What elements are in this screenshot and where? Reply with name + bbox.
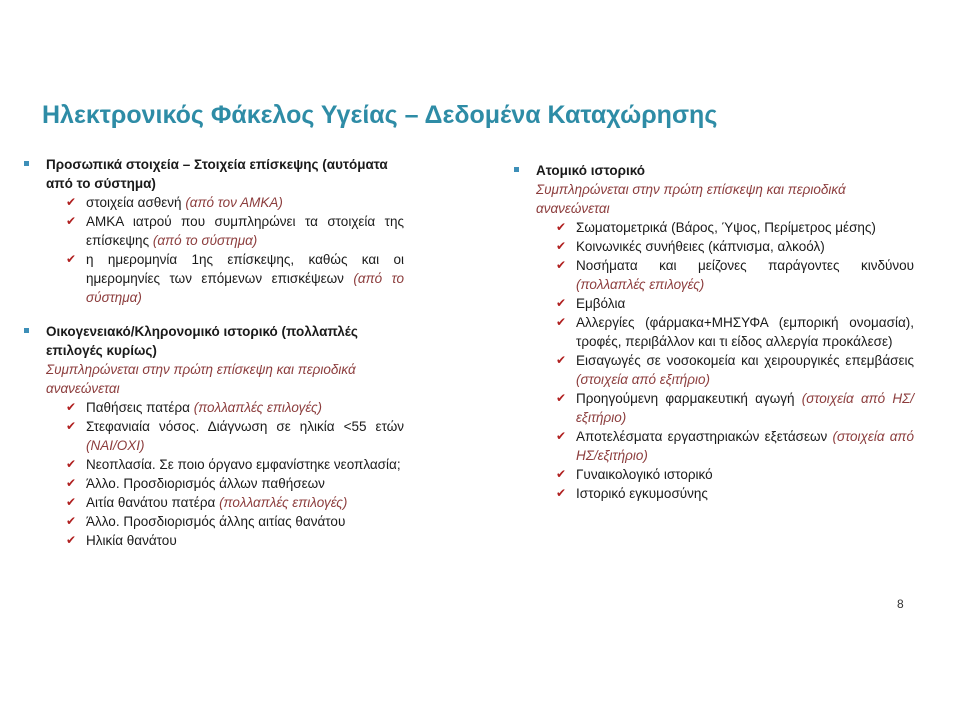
list-item-text: Νεοπλασία. Σε ποιο όργανο εμφανίστηκε νεοπλασία; (86, 457, 401, 472)
list-item-text: Αιτία θανάτου πατέρα (86, 495, 220, 510)
list-item (66, 455, 404, 474)
checkmark-icon: ✔ (66, 476, 77, 490)
right-column (514, 161, 914, 503)
checkmark-icon: ✔ (556, 239, 567, 253)
item-list (536, 218, 914, 503)
checkmark-icon: ✔ (66, 495, 77, 509)
checkmark-icon: ✔ (66, 533, 77, 547)
list-item (556, 218, 914, 237)
item-list (46, 398, 404, 550)
list-item-text: Άλλο. Προσδιορισμός άλλων παθήσεων (86, 476, 325, 491)
list-item-note: (πολλαπλές επιλογές) (576, 277, 705, 292)
checkmark-icon: ✔ (556, 220, 567, 234)
checkmark-icon: ✔ (556, 258, 567, 272)
list-item (556, 484, 914, 503)
checkmark-icon: ✔ (556, 315, 567, 329)
square-bullet-icon (24, 161, 29, 166)
list-item (66, 417, 404, 455)
list-item-text: στοιχεία ασθενή (86, 195, 186, 210)
square-bullet-icon (514, 167, 519, 172)
list-item (66, 193, 404, 212)
list-item-text: Άλλο. Προσδιορισμός άλλης αιτίας θανάτου (86, 514, 346, 529)
list-item-text: Παθήσεις πατέρα (86, 400, 194, 415)
list-item (66, 512, 404, 531)
list-item-text: Εισαγωγές σε νοσοκομεία και χειρουργικές επεμβάσεις (576, 353, 914, 368)
list-item (556, 256, 914, 294)
section-personal-history (514, 161, 914, 503)
item-list (46, 193, 404, 307)
list-item-text: Γυναικολογικό ιστορικό (576, 467, 713, 482)
section-title: Οικογενειακό/Κληρονομικό ιστορικό (πολλαπλές επιλογές κυρίως) (46, 324, 358, 358)
list-item (66, 398, 404, 417)
list-item (556, 313, 914, 351)
list-item (66, 250, 404, 307)
checkmark-icon: ✔ (66, 457, 77, 471)
list-item (556, 237, 914, 256)
list-item-text: Ιστορικό εγκυμοσύνης (576, 486, 708, 501)
list-item (66, 474, 404, 493)
page-number: 8 (897, 597, 904, 611)
list-item-note: (από τον ΑΜΚΑ) (185, 195, 283, 210)
list-item (66, 531, 404, 550)
list-item-text: Προηγούμενη φαρμακευτική αγωγή (576, 391, 802, 406)
list-item-text: Νοσήματα και μείζονες παράγοντες κινδύνου (576, 258, 914, 273)
list-item-note: (στοιχεία από εξιτήριο) (576, 372, 710, 387)
list-item (556, 427, 914, 465)
checkmark-icon: ✔ (556, 429, 567, 443)
checkmark-icon: ✔ (66, 400, 77, 414)
list-item (66, 493, 404, 512)
checkmark-icon: ✔ (66, 419, 77, 433)
section-title: Ατομικό ιστορικό (536, 163, 646, 178)
slide-title: Ηλεκτρονικός Φάκελος Υγείας – Δεδομένα Καταχώρησης (42, 101, 718, 129)
list-item-note: (στοιχεία από ΗΣ/εξιτήριο) (576, 429, 914, 463)
list-item-note: (στοιχεία από ΗΣ/εξιτήριο) (576, 391, 915, 425)
list-item (556, 351, 914, 389)
checkmark-icon: ✔ (66, 214, 77, 228)
checkmark-icon: ✔ (556, 391, 567, 405)
section-subtitle: Συμπληρώνεται στην πρώτη επίσκεψη και περιοδικά ανανεώνεται (536, 182, 846, 216)
checkmark-icon: ✔ (66, 514, 77, 528)
list-item-note: (από το σύστημα) (86, 271, 404, 305)
list-item-text: Στεφανιαία νόσος. Διάγνωση σε ηλικία <55 ετών (86, 419, 404, 434)
list-item-text: Εμβόλια (576, 296, 626, 311)
list-item-note: (πολλαπλές επιλογές) (193, 400, 323, 415)
checkmark-icon: ✔ (556, 296, 567, 310)
list-item-text: ΑΜΚΑ ιατρού που συμπληρώνει τα στοιχεία της επίσκεψης (86, 214, 404, 248)
list-item-text: Ηλικία θανάτου (86, 533, 177, 548)
checkmark-icon: ✔ (556, 467, 567, 481)
list-item (66, 212, 404, 250)
list-item-text: Αλλεργίες (φάρμακα+ΜΗΣΥΦΑ (εμπορική ονομασία), τροφές, περιβάλλον και τι είδος αλλεργία προκάλεσε) (576, 315, 914, 349)
list-item-note: (ΝΑΙ/ΟΧΙ) (86, 438, 145, 453)
list-item-text: Κοινωνικές συνήθειες (κάπνισμα, αλκοόλ) (576, 239, 825, 254)
square-bullet-icon (24, 328, 29, 333)
section-title: Προσωπικά στοιχεία – Στοιχεία επίσκεψης (αυτόματα από το σύστημα) (46, 157, 388, 191)
left-column (24, 155, 404, 550)
checkmark-icon: ✔ (66, 195, 77, 209)
list-item-text: Αποτελέσματα εργαστηριακών εξετάσεων (576, 429, 833, 444)
list-item (556, 389, 914, 427)
section-personal-data (24, 155, 404, 307)
list-item-note: (πολλαπλές επιλογές) (219, 495, 348, 510)
checkmark-icon: ✔ (556, 353, 567, 367)
section-family-history (24, 322, 404, 550)
section-subtitle: Συμπληρώνεται στην πρώτη επίσκεψη και περιοδικά ανανεώνεται (46, 362, 356, 396)
checkmark-icon: ✔ (66, 252, 77, 266)
list-item (556, 465, 914, 484)
list-item-text: η ημερομηνία 1ης επίσκεψης, καθώς και οι ημερομηνίες των επόμενων επισκέψεων (86, 252, 404, 286)
list-item-note: (από το σύστημα) (152, 233, 258, 248)
list-item (556, 294, 914, 313)
list-item-text: Σωματομετρικά (Βάρος, Ύψος, Περίμετρος μέσης) (576, 220, 876, 235)
checkmark-icon: ✔ (556, 486, 567, 500)
